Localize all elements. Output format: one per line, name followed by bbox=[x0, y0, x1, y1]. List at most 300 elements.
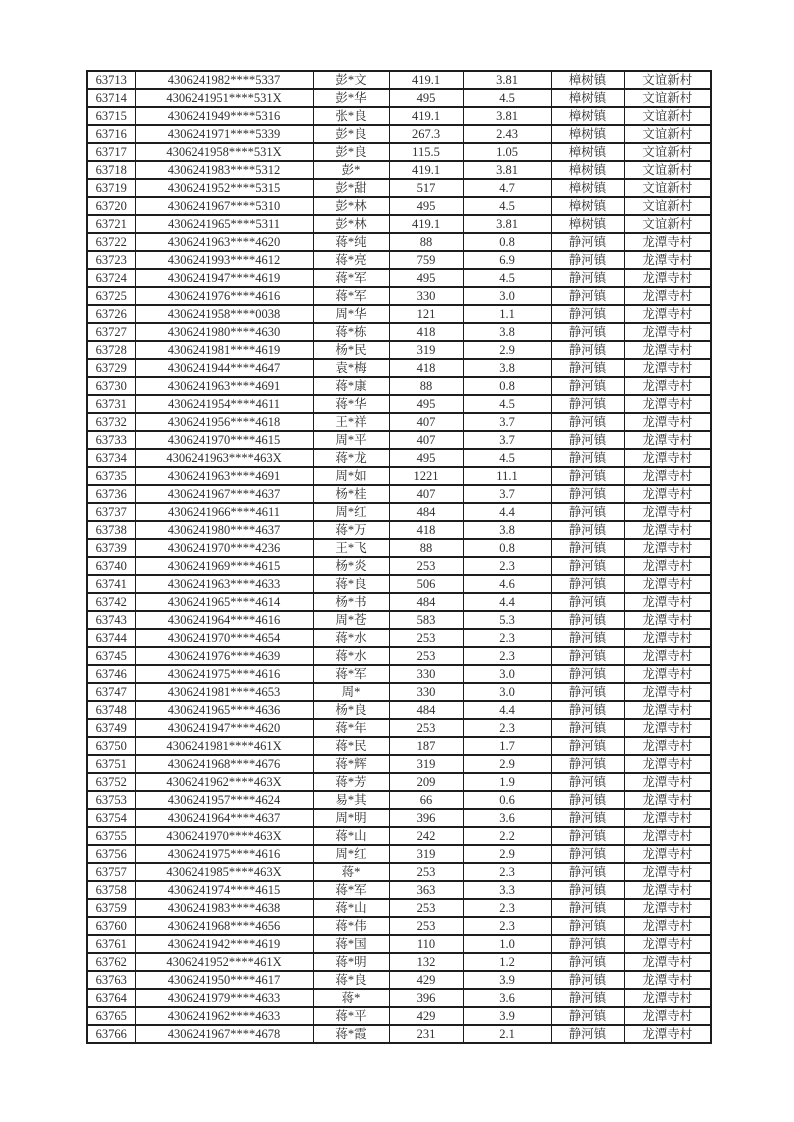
cell-village: 龙潭寺村 bbox=[624, 737, 711, 755]
cell-id-number: 4306241963****463X bbox=[135, 449, 313, 467]
cell-amount: 121 bbox=[389, 305, 463, 323]
cell-amount: 484 bbox=[389, 503, 463, 521]
cell-id-number: 4306241966****4611 bbox=[135, 503, 313, 521]
cell-village: 龙潭寺村 bbox=[624, 989, 711, 1007]
cell-serial-number: 63754 bbox=[87, 809, 135, 827]
cell-amount: 506 bbox=[389, 575, 463, 593]
cell-id-number: 4306241964****4616 bbox=[135, 611, 313, 629]
table-row bbox=[87, 791, 711, 809]
cell-serial-number: 63756 bbox=[87, 845, 135, 863]
cell-id-number: 4306241983****5312 bbox=[135, 161, 313, 179]
cell-amount: 253 bbox=[389, 899, 463, 917]
cell-id-number: 4306241980****4630 bbox=[135, 323, 313, 341]
cell-town: 樟树镇 bbox=[551, 143, 624, 161]
cell-serial-number: 63759 bbox=[87, 899, 135, 917]
table-row bbox=[87, 845, 711, 863]
cell-serial-number: 63749 bbox=[87, 719, 135, 737]
table-row bbox=[87, 521, 711, 539]
cell-serial-number: 63750 bbox=[87, 737, 135, 755]
cell-name: 周*如 bbox=[313, 467, 389, 485]
cell-name: 蒋*康 bbox=[313, 377, 389, 395]
cell-serial-number: 63714 bbox=[87, 89, 135, 107]
cell-name: 王*祥 bbox=[313, 413, 389, 431]
cell-serial-number: 63737 bbox=[87, 503, 135, 521]
cell-name: 周*红 bbox=[313, 845, 389, 863]
cell-serial-number: 63746 bbox=[87, 665, 135, 683]
cell-area: 6.9 bbox=[463, 251, 551, 269]
cell-id-number: 4306241970****4654 bbox=[135, 629, 313, 647]
cell-name: 蒋*龙 bbox=[313, 449, 389, 467]
cell-town: 静河镇 bbox=[551, 881, 624, 899]
cell-id-number: 4306241947****4619 bbox=[135, 269, 313, 287]
cell-town: 静河镇 bbox=[551, 935, 624, 953]
cell-id-number: 4306241944****4647 bbox=[135, 359, 313, 377]
cell-village: 文谊新村 bbox=[624, 89, 711, 107]
table-row bbox=[87, 827, 711, 845]
cell-town: 静河镇 bbox=[551, 305, 624, 323]
cell-town: 静河镇 bbox=[551, 737, 624, 755]
cell-area: 3.7 bbox=[463, 485, 551, 503]
cell-serial-number: 63717 bbox=[87, 143, 135, 161]
cell-village: 龙潭寺村 bbox=[624, 251, 711, 269]
cell-area: 2.3 bbox=[463, 557, 551, 575]
cell-village: 龙潭寺村 bbox=[624, 809, 711, 827]
cell-name: 杨*良 bbox=[313, 701, 389, 719]
cell-name: 蒋*平 bbox=[313, 1007, 389, 1025]
cell-amount: 319 bbox=[389, 845, 463, 863]
cell-amount: 319 bbox=[389, 341, 463, 359]
cell-area: 2.43 bbox=[463, 125, 551, 143]
cell-serial-number: 63755 bbox=[87, 827, 135, 845]
cell-village: 龙潭寺村 bbox=[624, 971, 711, 989]
table-row bbox=[87, 989, 711, 1007]
cell-town: 静河镇 bbox=[551, 1025, 624, 1043]
cell-village: 文谊新村 bbox=[624, 215, 711, 233]
records-table bbox=[86, 70, 712, 1044]
cell-village: 龙潭寺村 bbox=[624, 647, 711, 665]
cell-town: 静河镇 bbox=[551, 377, 624, 395]
table-row bbox=[87, 233, 711, 251]
cell-amount: 429 bbox=[389, 1007, 463, 1025]
table-row bbox=[87, 89, 711, 107]
cell-village: 龙潭寺村 bbox=[624, 431, 711, 449]
cell-town: 静河镇 bbox=[551, 809, 624, 827]
cell-serial-number: 63713 bbox=[87, 71, 135, 89]
cell-amount: 132 bbox=[389, 953, 463, 971]
cell-amount: 407 bbox=[389, 431, 463, 449]
cell-area: 3.3 bbox=[463, 881, 551, 899]
cell-area: 1.2 bbox=[463, 953, 551, 971]
cell-name: 蒋*军 bbox=[313, 287, 389, 305]
table-row bbox=[87, 251, 711, 269]
cell-serial-number: 63745 bbox=[87, 647, 135, 665]
cell-name: 蒋*万 bbox=[313, 521, 389, 539]
cell-town: 静河镇 bbox=[551, 1007, 624, 1025]
cell-serial-number: 63742 bbox=[87, 593, 135, 611]
cell-name: 彭*良 bbox=[313, 125, 389, 143]
cell-town: 樟树镇 bbox=[551, 71, 624, 89]
cell-area: 4.5 bbox=[463, 89, 551, 107]
cell-name: 彭*文 bbox=[313, 71, 389, 89]
cell-id-number: 4306241950****4617 bbox=[135, 971, 313, 989]
cell-town: 静河镇 bbox=[551, 503, 624, 521]
cell-serial-number: 63740 bbox=[87, 557, 135, 575]
cell-area: 4.5 bbox=[463, 197, 551, 215]
cell-town: 静河镇 bbox=[551, 773, 624, 791]
cell-village: 文谊新村 bbox=[624, 161, 711, 179]
table-row bbox=[87, 1007, 711, 1025]
cell-area: 2.9 bbox=[463, 755, 551, 773]
cell-town: 樟树镇 bbox=[551, 161, 624, 179]
table-row bbox=[87, 665, 711, 683]
cell-amount: 419.1 bbox=[389, 71, 463, 89]
table-row bbox=[87, 737, 711, 755]
cell-town: 樟树镇 bbox=[551, 197, 624, 215]
cell-town: 静河镇 bbox=[551, 359, 624, 377]
cell-serial-number: 63725 bbox=[87, 287, 135, 305]
cell-town: 樟树镇 bbox=[551, 179, 624, 197]
cell-id-number: 4306241964****4637 bbox=[135, 809, 313, 827]
cell-town: 静河镇 bbox=[551, 593, 624, 611]
cell-name: 蒋*良 bbox=[313, 575, 389, 593]
table-row bbox=[87, 305, 711, 323]
cell-serial-number: 63741 bbox=[87, 575, 135, 593]
cell-amount: 517 bbox=[389, 179, 463, 197]
cell-id-number: 4306241974****4615 bbox=[135, 881, 313, 899]
cell-area: 1.05 bbox=[463, 143, 551, 161]
cell-name: 蒋*明 bbox=[313, 953, 389, 971]
cell-id-number: 4306241967****4678 bbox=[135, 1025, 313, 1043]
cell-serial-number: 63748 bbox=[87, 701, 135, 719]
cell-area: 4.7 bbox=[463, 179, 551, 197]
cell-town: 静河镇 bbox=[551, 971, 624, 989]
cell-town: 静河镇 bbox=[551, 629, 624, 647]
table-row bbox=[87, 107, 711, 125]
cell-amount: 419.1 bbox=[389, 215, 463, 233]
cell-village: 龙潭寺村 bbox=[624, 341, 711, 359]
cell-serial-number: 63760 bbox=[87, 917, 135, 935]
cell-id-number: 4306241968****4676 bbox=[135, 755, 313, 773]
cell-id-number: 4306241971****5339 bbox=[135, 125, 313, 143]
table-row bbox=[87, 917, 711, 935]
cell-amount: 429 bbox=[389, 971, 463, 989]
cell-area: 4.5 bbox=[463, 449, 551, 467]
cell-village: 龙潭寺村 bbox=[624, 827, 711, 845]
cell-serial-number: 63727 bbox=[87, 323, 135, 341]
cell-village: 龙潭寺村 bbox=[624, 287, 711, 305]
cell-name: 蒋*军 bbox=[313, 665, 389, 683]
table-row bbox=[87, 863, 711, 881]
cell-name: 蒋*军 bbox=[313, 269, 389, 287]
cell-amount: 319 bbox=[389, 755, 463, 773]
cell-village: 龙潭寺村 bbox=[624, 611, 711, 629]
table-row bbox=[87, 503, 711, 521]
table-row bbox=[87, 773, 711, 791]
cell-id-number: 4306241963****4620 bbox=[135, 233, 313, 251]
cell-village: 文谊新村 bbox=[624, 125, 711, 143]
cell-name: 蒋*民 bbox=[313, 737, 389, 755]
cell-id-number: 4306241982****5337 bbox=[135, 71, 313, 89]
cell-area: 2.2 bbox=[463, 827, 551, 845]
cell-serial-number: 63715 bbox=[87, 107, 135, 125]
cell-serial-number: 63763 bbox=[87, 971, 135, 989]
cell-town: 静河镇 bbox=[551, 917, 624, 935]
cell-id-number: 4306241952****461X bbox=[135, 953, 313, 971]
table-row bbox=[87, 161, 711, 179]
cell-serial-number: 63716 bbox=[87, 125, 135, 143]
cell-town: 静河镇 bbox=[551, 287, 624, 305]
cell-id-number: 4306241965****4636 bbox=[135, 701, 313, 719]
cell-name: 周*苍 bbox=[313, 611, 389, 629]
cell-town: 静河镇 bbox=[551, 989, 624, 1007]
table-row bbox=[87, 179, 711, 197]
cell-id-number: 4306241962****4633 bbox=[135, 1007, 313, 1025]
cell-area: 2.3 bbox=[463, 647, 551, 665]
cell-town: 静河镇 bbox=[551, 683, 624, 701]
cell-serial-number: 63753 bbox=[87, 791, 135, 809]
cell-amount: 267.3 bbox=[389, 125, 463, 143]
cell-serial-number: 63731 bbox=[87, 395, 135, 413]
cell-name: 周*华 bbox=[313, 305, 389, 323]
cell-area: 3.9 bbox=[463, 1007, 551, 1025]
cell-village: 文谊新村 bbox=[624, 71, 711, 89]
cell-serial-number: 63721 bbox=[87, 215, 135, 233]
cell-name: 蒋*亮 bbox=[313, 251, 389, 269]
table-row bbox=[87, 593, 711, 611]
cell-town: 静河镇 bbox=[551, 863, 624, 881]
table-row bbox=[87, 935, 711, 953]
cell-village: 龙潭寺村 bbox=[624, 683, 711, 701]
cell-area: 3.81 bbox=[463, 107, 551, 125]
cell-town: 静河镇 bbox=[551, 269, 624, 287]
cell-town: 樟树镇 bbox=[551, 215, 624, 233]
cell-serial-number: 63752 bbox=[87, 773, 135, 791]
cell-serial-number: 63719 bbox=[87, 179, 135, 197]
cell-area: 2.1 bbox=[463, 1025, 551, 1043]
cell-village: 龙潭寺村 bbox=[624, 269, 711, 287]
table-row bbox=[87, 1025, 711, 1043]
cell-area: 2.3 bbox=[463, 863, 551, 881]
cell-village: 龙潭寺村 bbox=[624, 755, 711, 773]
table-row bbox=[87, 629, 711, 647]
cell-id-number: 4306241975****4616 bbox=[135, 665, 313, 683]
cell-amount: 495 bbox=[389, 89, 463, 107]
cell-serial-number: 63729 bbox=[87, 359, 135, 377]
cell-area: 3.81 bbox=[463, 71, 551, 89]
cell-amount: 495 bbox=[389, 269, 463, 287]
cell-town: 静河镇 bbox=[551, 395, 624, 413]
cell-id-number: 4306241957****4624 bbox=[135, 791, 313, 809]
cell-village: 龙潭寺村 bbox=[624, 791, 711, 809]
cell-area: 3.8 bbox=[463, 521, 551, 539]
cell-amount: 330 bbox=[389, 683, 463, 701]
cell-serial-number: 63758 bbox=[87, 881, 135, 899]
cell-id-number: 4306241967****4637 bbox=[135, 485, 313, 503]
cell-town: 静河镇 bbox=[551, 449, 624, 467]
cell-area: 4.5 bbox=[463, 269, 551, 287]
cell-name: 杨*书 bbox=[313, 593, 389, 611]
cell-town: 静河镇 bbox=[551, 827, 624, 845]
cell-name: 蒋*水 bbox=[313, 629, 389, 647]
cell-name: 彭*甜 bbox=[313, 179, 389, 197]
cell-id-number: 4306241963****4691 bbox=[135, 377, 313, 395]
cell-area: 1.7 bbox=[463, 737, 551, 755]
cell-serial-number: 63724 bbox=[87, 269, 135, 287]
cell-area: 3.9 bbox=[463, 971, 551, 989]
cell-id-number: 4306241969****4615 bbox=[135, 557, 313, 575]
cell-village: 龙潭寺村 bbox=[624, 395, 711, 413]
table-row bbox=[87, 485, 711, 503]
cell-name: 蒋*华 bbox=[313, 395, 389, 413]
cell-serial-number: 63761 bbox=[87, 935, 135, 953]
cell-id-number: 4306241985****463X bbox=[135, 863, 313, 881]
cell-id-number: 4306241970****4236 bbox=[135, 539, 313, 557]
cell-amount: 407 bbox=[389, 413, 463, 431]
cell-name: 周*明 bbox=[313, 809, 389, 827]
cell-amount: 1221 bbox=[389, 467, 463, 485]
cell-id-number: 4306241963****4691 bbox=[135, 467, 313, 485]
cell-town: 静河镇 bbox=[551, 701, 624, 719]
cell-area: 2.3 bbox=[463, 899, 551, 917]
cell-village: 文谊新村 bbox=[624, 179, 711, 197]
cell-name: 蒋*良 bbox=[313, 971, 389, 989]
table-row bbox=[87, 539, 711, 557]
cell-area: 2.9 bbox=[463, 845, 551, 863]
cell-town: 樟树镇 bbox=[551, 125, 624, 143]
cell-area: 11.1 bbox=[463, 467, 551, 485]
table-row bbox=[87, 143, 711, 161]
cell-area: 3.0 bbox=[463, 665, 551, 683]
cell-serial-number: 63723 bbox=[87, 251, 135, 269]
cell-area: 3.0 bbox=[463, 287, 551, 305]
cell-area: 3.81 bbox=[463, 161, 551, 179]
cell-id-number: 4306241954****4611 bbox=[135, 395, 313, 413]
cell-village: 龙潭寺村 bbox=[624, 233, 711, 251]
cell-amount: 110 bbox=[389, 935, 463, 953]
table-row bbox=[87, 575, 711, 593]
cell-amount: 253 bbox=[389, 719, 463, 737]
cell-name: 蒋*栋 bbox=[313, 323, 389, 341]
cell-name: 蒋*年 bbox=[313, 719, 389, 737]
cell-village: 龙潭寺村 bbox=[624, 359, 711, 377]
cell-serial-number: 63747 bbox=[87, 683, 135, 701]
cell-serial-number: 63766 bbox=[87, 1025, 135, 1043]
table-row bbox=[87, 647, 711, 665]
cell-town: 静河镇 bbox=[551, 755, 624, 773]
cell-id-number: 4306241976****4616 bbox=[135, 287, 313, 305]
cell-town: 静河镇 bbox=[551, 467, 624, 485]
cell-amount: 187 bbox=[389, 737, 463, 755]
cell-area: 3.6 bbox=[463, 989, 551, 1007]
cell-serial-number: 63762 bbox=[87, 953, 135, 971]
cell-amount: 253 bbox=[389, 647, 463, 665]
cell-town: 静河镇 bbox=[551, 953, 624, 971]
cell-name: 袁*梅 bbox=[313, 359, 389, 377]
cell-town: 静河镇 bbox=[551, 521, 624, 539]
cell-area: 4.4 bbox=[463, 503, 551, 521]
table-row bbox=[87, 287, 711, 305]
cell-serial-number: 63728 bbox=[87, 341, 135, 359]
cell-area: 0.8 bbox=[463, 377, 551, 395]
cell-amount: 88 bbox=[389, 539, 463, 557]
cell-area: 1.1 bbox=[463, 305, 551, 323]
cell-serial-number: 63722 bbox=[87, 233, 135, 251]
cell-id-number: 4306241981****4653 bbox=[135, 683, 313, 701]
cell-serial-number: 63743 bbox=[87, 611, 135, 629]
cell-village: 龙潭寺村 bbox=[624, 539, 711, 557]
cell-area: 0.6 bbox=[463, 791, 551, 809]
cell-amount: 363 bbox=[389, 881, 463, 899]
cell-serial-number: 63720 bbox=[87, 197, 135, 215]
cell-amount: 418 bbox=[389, 323, 463, 341]
cell-town: 静河镇 bbox=[551, 323, 624, 341]
cell-id-number: 4306241962****463X bbox=[135, 773, 313, 791]
cell-amount: 253 bbox=[389, 557, 463, 575]
cell-serial-number: 63739 bbox=[87, 539, 135, 557]
cell-amount: 253 bbox=[389, 863, 463, 881]
cell-village: 龙潭寺村 bbox=[624, 413, 711, 431]
table-row bbox=[87, 269, 711, 287]
cell-name: 蒋*军 bbox=[313, 881, 389, 899]
cell-village: 龙潭寺村 bbox=[624, 935, 711, 953]
table-row bbox=[87, 197, 711, 215]
cell-village: 文谊新村 bbox=[624, 143, 711, 161]
cell-name: 蒋* bbox=[313, 863, 389, 881]
cell-village: 文谊新村 bbox=[624, 197, 711, 215]
cell-town: 静河镇 bbox=[551, 791, 624, 809]
cell-id-number: 4306241947****4620 bbox=[135, 719, 313, 737]
cell-serial-number: 63726 bbox=[87, 305, 135, 323]
table-row bbox=[87, 323, 711, 341]
cell-amount: 209 bbox=[389, 773, 463, 791]
cell-area: 4.5 bbox=[463, 395, 551, 413]
cell-town: 静河镇 bbox=[551, 341, 624, 359]
cell-area: 2.9 bbox=[463, 341, 551, 359]
cell-area: 4.6 bbox=[463, 575, 551, 593]
cell-village: 龙潭寺村 bbox=[624, 557, 711, 575]
cell-id-number: 4306241967****5310 bbox=[135, 197, 313, 215]
cell-name: 蒋*水 bbox=[313, 647, 389, 665]
cell-amount: 242 bbox=[389, 827, 463, 845]
cell-village: 文谊新村 bbox=[624, 107, 711, 125]
table-row bbox=[87, 899, 711, 917]
cell-serial-number: 63718 bbox=[87, 161, 135, 179]
cell-village: 龙潭寺村 bbox=[624, 863, 711, 881]
cell-amount: 330 bbox=[389, 287, 463, 305]
cell-name: 杨*民 bbox=[313, 341, 389, 359]
table-row bbox=[87, 71, 711, 89]
cell-name: 彭*华 bbox=[313, 89, 389, 107]
cell-area: 3.8 bbox=[463, 323, 551, 341]
cell-area: 2.3 bbox=[463, 629, 551, 647]
cell-area: 4.4 bbox=[463, 701, 551, 719]
cell-id-number: 4306241956****4618 bbox=[135, 413, 313, 431]
cell-name: 杨*桂 bbox=[313, 485, 389, 503]
cell-amount: 330 bbox=[389, 665, 463, 683]
cell-village: 龙潭寺村 bbox=[624, 881, 711, 899]
cell-id-number: 4306241983****4638 bbox=[135, 899, 313, 917]
table-row bbox=[87, 215, 711, 233]
cell-village: 龙潭寺村 bbox=[624, 719, 711, 737]
table-row bbox=[87, 809, 711, 827]
cell-name: 王*飞 bbox=[313, 539, 389, 557]
cell-serial-number: 63765 bbox=[87, 1007, 135, 1025]
cell-town: 静河镇 bbox=[551, 251, 624, 269]
table-row bbox=[87, 359, 711, 377]
cell-amount: 495 bbox=[389, 197, 463, 215]
cell-amount: 418 bbox=[389, 521, 463, 539]
cell-area: 1.9 bbox=[463, 773, 551, 791]
